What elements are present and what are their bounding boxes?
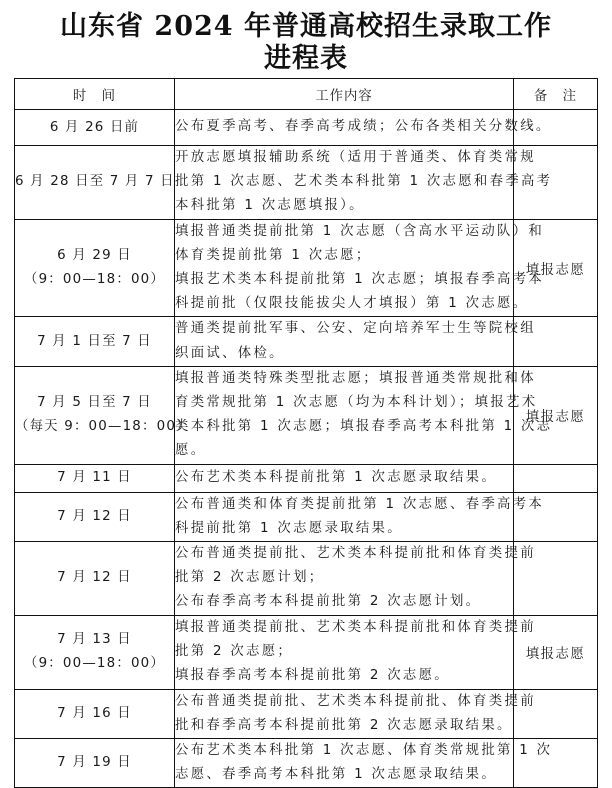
content-line: 公布春季高考本科提前批第 2 次志愿计划。 [175, 594, 482, 610]
time-range-text: （每天 9：00—18：00） [15, 419, 191, 435]
document-title-line2: 进程表 [264, 43, 348, 74]
content-line: 批第 2 次志愿； [175, 644, 294, 660]
content-cell [175, 366, 553, 464]
content-line: 公布普通类和体育类提前批第 1 次志愿、春季高考本 [175, 496, 545, 512]
table-row [15, 219, 598, 317]
time-text: 7 月 12 日 [57, 508, 132, 524]
content-line: 普通类提前批军事、公安、定向培养军士生等院校组 [175, 321, 536, 337]
content-line: 批第 1 次志愿、艺术类本科批第 1 次志愿和春季高考 [175, 174, 553, 190]
time-cell [15, 219, 175, 317]
time-text: 7 月 13 日 [57, 632, 132, 648]
content-line: 填报艺术类本科提前批第 1 次志愿；填报春季高考本 [175, 272, 545, 288]
content-cell [175, 689, 536, 738]
table-row [15, 542, 598, 616]
table-row [15, 615, 598, 689]
content-line: 体育类提前批第 1 次志愿； [175, 247, 372, 263]
content-line: 开放志愿填报辅助系统（适用于普通类、体育类常规 [175, 150, 536, 165]
header-time: 时 间 [15, 79, 175, 110]
content-line: 科提前批（仅限技能拔尖人才填报）第 1 次志愿。 [175, 296, 529, 312]
content-line: 科提前批第 1 次志愿录取结果。 [175, 520, 403, 536]
document-title-line1: 山东省 2024 年普通高校招生录取工作 [60, 11, 552, 42]
time-text: 7 月 16 日 [57, 705, 132, 721]
content-line: 批第 2 次志愿计划； [175, 570, 325, 586]
content-line: 填报普通类提前批第 1 次志愿（含高水平运动队）和 [175, 223, 545, 239]
content-cell [175, 317, 536, 366]
content-line: 填报春季高考本科提前批第 2 次志愿。 [175, 668, 450, 684]
time-cell [15, 366, 191, 464]
content-line: 公布艺术类本科批第 1 次志愿、体育类常规批第 1 次 [175, 743, 553, 759]
time-text: 7 月 5 日至 7 日 [37, 395, 152, 411]
table-header-row [15, 79, 598, 110]
table-row [15, 317, 598, 366]
time-text: 7 月 1 日至 7 日 [37, 333, 152, 349]
time-text: 7 月 12 日 [57, 570, 132, 586]
content-cell [175, 542, 536, 616]
content-line: 公布艺术类本科提前批第 1 次志愿录取结果。 [175, 470, 498, 486]
content-line: 公布普通类提前批、艺术类本科提前批、体育类提前 [175, 693, 536, 709]
content-line: 织面试、体检。 [175, 345, 285, 361]
content-cell [175, 146, 553, 220]
note-cell: 填报志愿 [514, 615, 598, 689]
content-line: 公布夏季高考、春季高考成绩；公布各类相关分数线。 [175, 119, 552, 135]
time-range-text: （9：00—18：00） [24, 656, 165, 672]
time-text: 6 月 26 日前 [49, 119, 140, 135]
schedule-table [14, 78, 598, 788]
content-cell [175, 219, 545, 317]
time-cell [15, 492, 175, 541]
table-row [15, 110, 598, 146]
content-line: 公布普通类提前批、艺术类本科提前批和体育类提前 [175, 546, 536, 562]
header-note: 备 注 [514, 79, 598, 110]
time-text: 7 月 19 日 [57, 755, 132, 771]
time-text: 6 月 28 日至 7 月 7 日 [15, 174, 175, 190]
content-line: 育类常规批第 1 次志愿（均为本科计划）；填报艺术 [175, 395, 538, 411]
time-cell [15, 146, 175, 220]
content-line: 批和春季高考本科提前批第 2 次志愿录取结果。 [175, 717, 513, 733]
content-line: 填报普通类提前批、艺术类本科提前批和体育类提前 [175, 619, 536, 635]
content-line: 类本科批第 1 次志愿；填报春季高考本科批第 1 次志 [175, 419, 553, 435]
note-cell: 填报志愿 [514, 219, 598, 317]
time-cell [15, 689, 175, 738]
time-range-text: （9：00—18：00） [24, 272, 165, 288]
table-row [15, 464, 598, 492]
content-cell [175, 110, 552, 146]
time-text: 7 月 11 日 [57, 470, 132, 486]
content-line: 愿。 [175, 443, 207, 459]
table-row [15, 146, 598, 220]
note-cell [514, 464, 598, 492]
table-row [15, 689, 598, 738]
header-content: 工作内容 [175, 79, 514, 110]
table-row [15, 492, 598, 541]
time-cell [15, 615, 175, 689]
time-text: 6 月 29 日 [57, 248, 132, 264]
table-row [15, 366, 598, 464]
content-cell [175, 615, 536, 689]
time-cell [15, 110, 175, 146]
note-cell: 填报志愿 [514, 366, 598, 464]
time-cell [15, 464, 175, 492]
content-line: 志愿、春季高考本科批第 1 次志愿录取结果。 [175, 767, 498, 783]
time-cell [15, 542, 175, 616]
content-line: 本科批第 1 次志愿填报）。 [175, 198, 365, 214]
content-line: 填报普通类特殊类型批志愿；填报普通类常规批和体 [175, 370, 536, 386]
content-cell [175, 464, 514, 492]
time-cell [15, 317, 175, 366]
content-cell [175, 492, 545, 541]
